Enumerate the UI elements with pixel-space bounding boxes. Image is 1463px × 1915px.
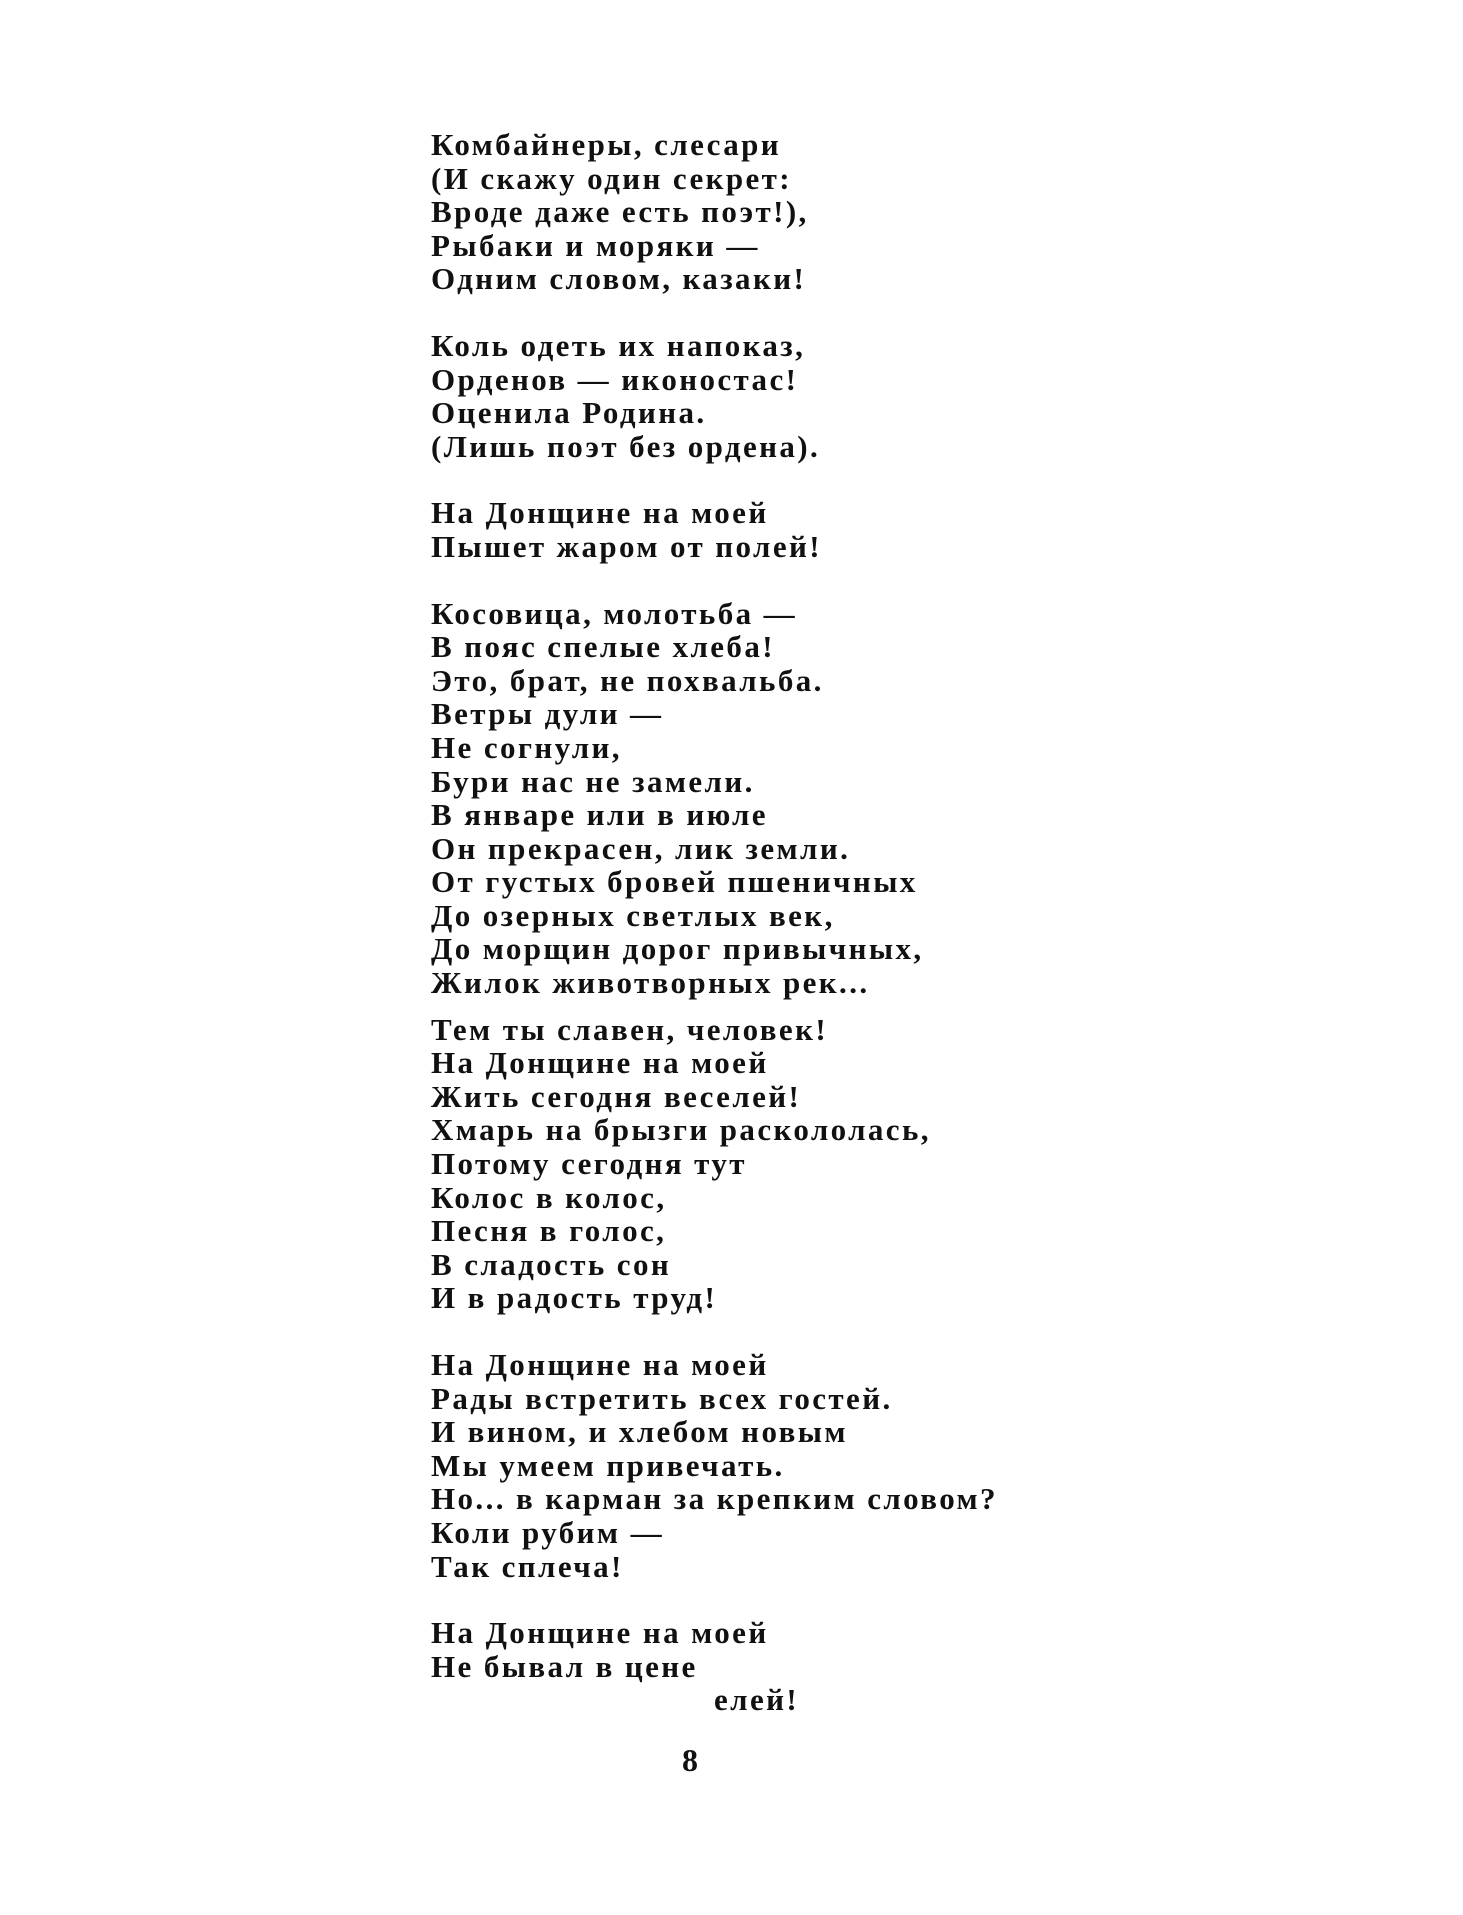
poem-line: Вроде даже есть поэт!), (431, 194, 809, 230)
poem-line: На Донщине на моей (431, 1347, 769, 1382)
poem-line-stepped: елей! (714, 1682, 800, 1718)
stanza-1 (431, 128, 1331, 296)
poem-line: Но... в карман за крепким словом? (431, 1481, 998, 1517)
poem-line: Мы умеем привечать. (431, 1447, 785, 1483)
poem-line: Бури нас не замели. (431, 763, 755, 799)
poem-line: И вином, и хлебом новым (431, 1414, 848, 1450)
poem-line: Косовица, молотьба — (431, 595, 798, 631)
poem-line: В сладость сон (431, 1246, 672, 1282)
stanza-7 (431, 1616, 1331, 1717)
poem-line: Оценила Родина. (431, 395, 707, 431)
poem-line: Не бывал в цене (431, 1648, 698, 1684)
poem-line: Комбайнеры, слесари (431, 127, 782, 162)
poem-line: Коль одеть их напоказ, (431, 327, 806, 363)
page-number: 8 (682, 1742, 698, 1778)
poem-line: Жить сегодня веселей! (431, 1078, 802, 1114)
stanza-3 (431, 496, 1331, 563)
poem-line: Хмарь на брызги раскололась, (431, 1112, 931, 1148)
poem-line: Не согнули, (431, 729, 622, 765)
poem-line: От густых бровей пшеничных (431, 864, 918, 900)
poem-line: Рады встретить всех гостей. (431, 1380, 893, 1416)
poem-line: Это, брат, не похвальба. (431, 662, 824, 698)
poem-line: Он прекрасен, лик земли. (431, 830, 851, 866)
poem-line: До морщин дорог привычных, (431, 931, 924, 967)
poem-line: На Донщине на моей (431, 495, 769, 531)
poem-line: На Донщине на моей (431, 1615, 769, 1651)
poem-line: Ветры дули — (431, 696, 664, 732)
poem-line: Рыбаки и моряки — (431, 227, 760, 263)
poem-line: Одним словом, казаки! (431, 261, 807, 297)
poem-line: (Лишь поэт без ордена). (431, 428, 821, 464)
poem-line: И в радость труд! (431, 1280, 718, 1316)
stanza-4 (431, 597, 1331, 1000)
poem-line: Орденов — иконостас! (431, 361, 799, 397)
stanza-6 (431, 1348, 1331, 1583)
poem (431, 128, 1331, 1717)
poem-line: Жилок животворных рек... (431, 965, 870, 1001)
poem-line: До озерных светлых век, (431, 897, 835, 933)
poem-line: На Донщине на моей (431, 1045, 769, 1081)
poem-line: Песня в голос, (431, 1213, 667, 1249)
poem-line: Колос в колос, (431, 1179, 667, 1215)
poem-line: Так сплеча! (431, 1548, 624, 1584)
poem-line: Коли рубим — (431, 1514, 664, 1550)
poem-line: (И скажу один секрет: (431, 160, 793, 196)
poem-line: Потому сегодня тут (431, 1146, 747, 1182)
stanza-2 (431, 329, 1331, 463)
poem-line: Пышет жаром от полей! (431, 528, 822, 564)
poem-line: В пояс спелые хлеба! (431, 629, 775, 665)
stanza-5 (431, 1013, 1331, 1315)
poem-line: Тем ты славен, человек! (431, 1011, 829, 1047)
poem-line: В январе или в июле (431, 797, 768, 833)
